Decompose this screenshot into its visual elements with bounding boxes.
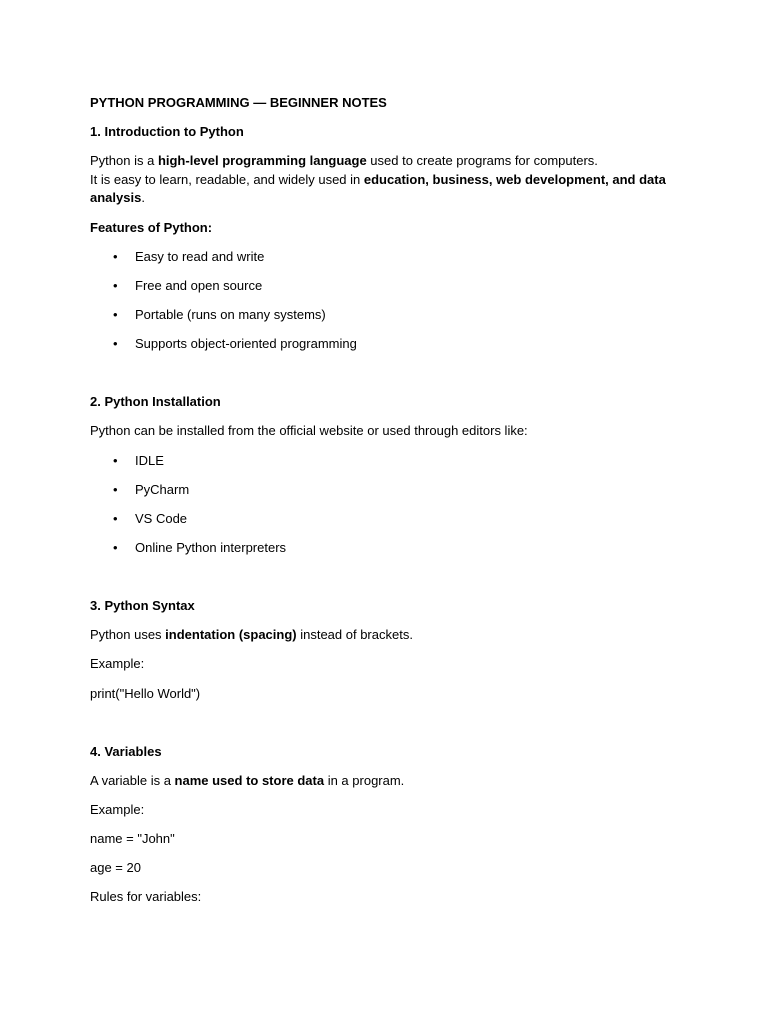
- section-1-paragraph-2: It is easy to learn, readable, and widely used in education, business, web development, and data: [90, 172, 666, 187]
- document-page: PYTHON PROGRAMMING — BEGINNER NOTES 1. Introduction to Python Python is a high-level programming language used to create programs for computers. It is easy to learn, readable, and widely used in education, business, web development, and data analysis. Features of Python: • Easy to read and write • Free and open source • Portable (runs on many systems) • Supports object-oriented programming 2. Python Installation Python can be installed from the official website or used through editors like: • IDLE • PyCharm • VS Code • Online Python interpreters 3. Python Syntax Python uses indentation (spacing) instead of brackets. Example: print("Hello World") 4. Variables A variable is a name used to store data in a program. Example: name = "John" age = 20 Rules for variables:: [90, 95, 666, 904]
- section-1-heading: 1. Introduction to Python: [90, 124, 244, 139]
- section-4-paragraph: A variable is a name used to store data in a program.: [90, 773, 405, 788]
- example-label: Example:: [90, 656, 145, 671]
- variable-rules-label: Rules for variables:: [90, 889, 202, 904]
- code-example: age = 20: [90, 860, 141, 875]
- bullet-icon: •: [113, 336, 118, 351]
- example-label: Example:: [90, 802, 145, 817]
- code-example: name = "John": [90, 831, 175, 846]
- bullet-icon: •: [113, 540, 118, 555]
- section-2-intro: Python can be installed from the official website or used through editors like:: [90, 423, 528, 438]
- bullet-icon: •: [113, 307, 118, 322]
- document-title: PYTHON PROGRAMMING — BEGINNER NOTES: [90, 95, 387, 110]
- section-2-heading: 2. Python Installation: [90, 394, 221, 409]
- bullet-icon: •: [113, 453, 118, 468]
- section-1-paragraph-2-cont: analysis.: [90, 190, 145, 205]
- bullet-icon: •: [113, 482, 118, 497]
- section-3-paragraph: Python uses indentation (spacing) instead of brackets.: [90, 627, 413, 642]
- features-heading: Features of Python:: [90, 220, 213, 235]
- bullet-icon: •: [113, 249, 118, 264]
- section-4-heading: 4. Variables: [90, 744, 162, 759]
- section-3-heading: 3. Python Syntax: [90, 598, 195, 613]
- code-example: print("Hello World"): [90, 686, 201, 701]
- bullet-icon: •: [113, 511, 118, 526]
- section-1-paragraph-1: Python is a high-level programming language used to create programs for computers.: [90, 153, 598, 168]
- bullet-icon: •: [113, 278, 118, 293]
